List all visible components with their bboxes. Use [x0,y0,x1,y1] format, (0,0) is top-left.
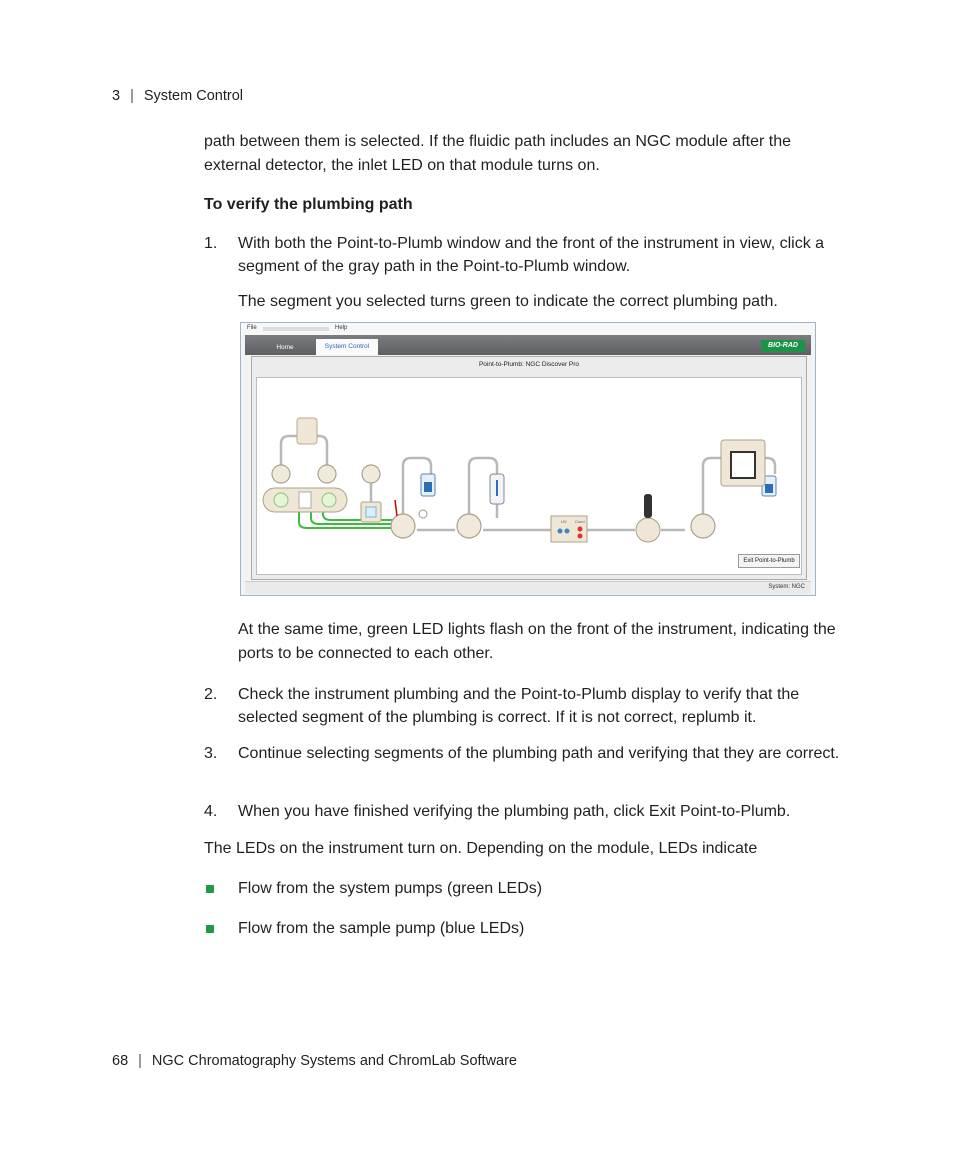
chapter-title: System Control [143,88,243,104]
cond-led [578,527,583,532]
canvas-title: Point-to-Plumb: NGC Discover Pro [478,361,580,368]
valve [457,514,481,538]
section-heading: To verify the plumbing path [204,196,413,213]
running-header: 3 | System Control [112,88,243,104]
step-text: Check the instrument plumbing and the Point-to-Plumb display to verify that the selected segment of the plumbing is correct. If it is not correct, replumb it. [238,686,800,726]
plumbing-diagram [256,377,802,575]
uv-led [558,529,563,534]
tab-system-control: System Control [316,339,378,355]
leds-intro: The LEDs on the instrument turn on. Depending on the module, LEDs indicate [204,840,758,857]
step-text: When you have finished verifying the plumbing path, click Exit Point-to-Plumb. [238,803,791,820]
valve [391,514,415,538]
plumb-panel [251,356,807,580]
fraction-rack [731,452,755,478]
valve [362,465,380,483]
tab-home: Home [276,344,294,351]
pump-head-a [274,493,288,507]
bullet-square-icon [206,885,214,893]
bottle-fill [424,482,432,492]
step-3 [204,742,844,790]
cond-led [578,534,583,539]
ph-probe [644,494,652,518]
valve [318,465,336,483]
status-text: System: NGC [768,584,805,590]
menu-blurred [263,327,329,331]
point-to-plumb-screenshot [240,322,816,596]
menu-bar [241,323,815,335]
bio-rad-logo: BIO-RAD [761,340,805,352]
book-title: NGC Chromatography Systems and ChromLab Software [151,1053,517,1069]
sample-line [395,500,397,516]
plumbing-diagram-svg [257,378,801,574]
status-bar [245,581,811,594]
cond-label: Cond [575,519,585,524]
tab-bar [245,335,811,355]
bullet-text: Flow from the system pumps (green LEDs) [238,880,543,897]
sample-inject-port [366,507,376,517]
step-4 [204,800,844,824]
chapter-number: 3 [112,88,121,104]
uv-led [565,529,570,534]
bullet-square-icon [206,925,214,933]
step-number: 1. [204,235,218,252]
step-number: 4. [204,803,218,820]
step-1 [204,232,844,280]
valve [691,514,715,538]
pump-head-b [322,493,336,507]
bullet-text: Flow from the sample pump (blue LEDs) [238,920,525,937]
step-text: Continue selecting segments of the plumbing path and verifying that they are correct. [238,745,840,762]
step-text: With both the Point-to-Plumb window and the front of the instrument in view, click a segment of the gray path in the Point-to-Plumb window. [238,235,825,275]
step-1-after: At the same time, green LED lights flash on the front of the instrument, indicating the ports to be connected to each other. [238,621,836,662]
step-1-result: The segment you selected turns green to indicate the correct plumbing path. [238,293,778,310]
bottle-fill [765,484,773,493]
step-number: 2. [204,686,218,703]
uv-label: UV [561,519,567,524]
pump-mixer [299,492,311,508]
exit-point-to-plumb-button[interactable]: Exit Point-to-Plumb [738,554,800,568]
step-number: 3. [204,745,218,762]
running-footer: 68 | NGC Chromatography Systems and ChromLab Software [112,1053,517,1069]
sample-loop [419,510,427,518]
intro-paragraph: path between them is selected. If the fluidic path includes an NGC module after the external detector, the inlet LED on that module turns on. [204,133,791,174]
ph-module [636,518,660,542]
menu-file: File [247,325,257,331]
menu-help: Help [335,325,348,331]
manifold [297,418,317,444]
step-2 [204,683,844,731]
valve [272,465,290,483]
page-number: 68 [112,1053,129,1069]
